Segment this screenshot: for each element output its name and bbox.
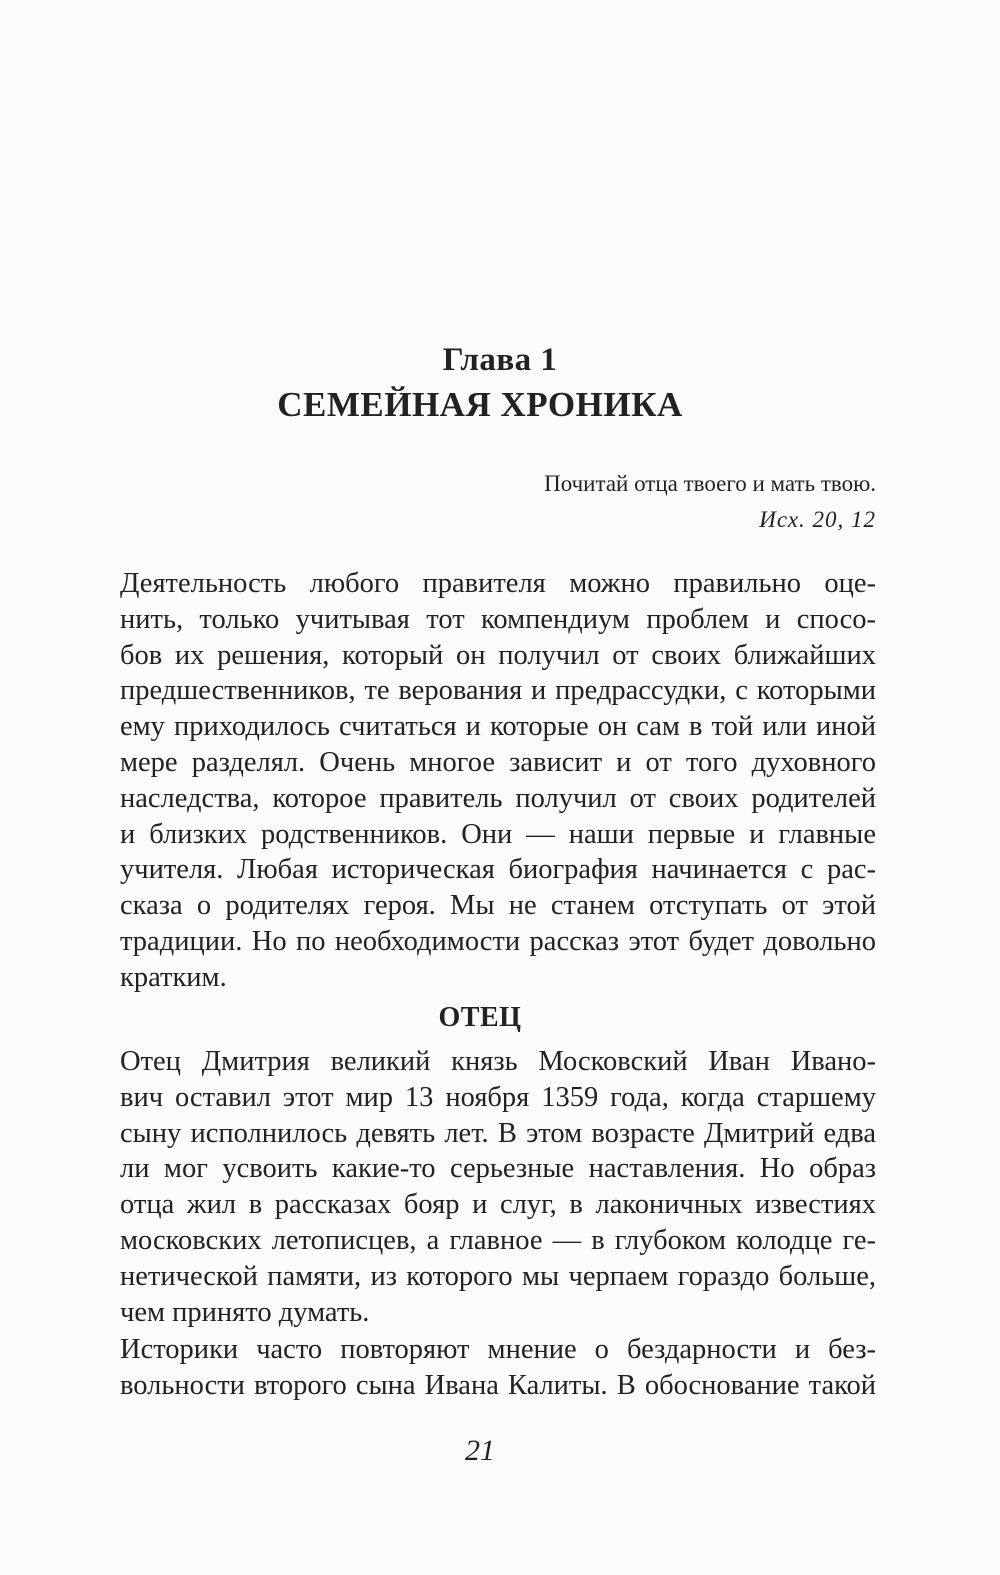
text-line: бов их решения, который он получил от своих ближайших xyxy=(120,639,876,671)
section-paragraph-2 xyxy=(120,1332,876,1404)
text-line: вич оставил этот мир 13 ноября 1359 года, когда старшему xyxy=(120,1081,876,1113)
text-line: учителя. Любая историческая биография начинается с рас- xyxy=(120,854,876,886)
text-line: нить, только учитывая тот компендиум проблем и спосо- xyxy=(120,603,876,635)
text-line: московских летописцев, а главное — в глубоком колодце ге- xyxy=(120,1224,876,1256)
section-heading: ОТЕЦ xyxy=(438,1002,522,1033)
text-line: ему приходилось считаться и которые он сам в той или иной xyxy=(120,711,876,743)
text-line: предшественников, те верования и предрассудки, с которыми xyxy=(120,675,876,707)
text-line: Историки часто повторяют мнение о бездарности и без- xyxy=(120,1334,876,1365)
text-line: Отец Дмитрия великий князь Московский Иван Ивано- xyxy=(120,1046,876,1077)
text-line: традиции. Но по необходимости рассказ этот будет довольно xyxy=(120,925,876,957)
page-number: 21 xyxy=(465,1434,495,1467)
epigraph-quote: Почитай отца твоего и мать твою. xyxy=(544,471,876,496)
epigraph-source: Исх. 20, 12 xyxy=(759,507,876,532)
text-line: сыну исполнилось девять лет. В этом возрасте Дмитрий едва xyxy=(120,1117,876,1149)
text-line: мере разделял. Очень многое зависит и от того духовного xyxy=(120,746,876,778)
text-line: сказа о родителях героя. Мы не станем отступать от этой xyxy=(120,890,876,922)
text-line: чем принято думать. xyxy=(120,1296,370,1328)
chapter-title: СЕМЕЙНАЯ ХРОНИКА xyxy=(277,385,683,424)
epigraph xyxy=(544,466,876,538)
section-paragraph-1 xyxy=(120,1044,876,1330)
text-line: отца жил в рассказах бояр и слуг, в лаконичных известиях xyxy=(120,1189,876,1221)
text-line: вольности второго сына Ивана Калиты. В обоснование такой xyxy=(120,1369,876,1401)
intro-paragraph xyxy=(120,566,876,996)
text-line: наследства, которое правитель получил от своих родителей xyxy=(120,782,876,814)
text-line: Деятельность любого правителя можно правильно оце- xyxy=(120,568,876,599)
text-line: нетической памяти, из которого мы черпаем гораздо больше, xyxy=(120,1260,876,1292)
text-line: ли мог усвоить какие-то серьезные наставления. Но образ xyxy=(120,1153,876,1185)
chapter-number: Глава 1 xyxy=(442,342,558,378)
text-line: кратким. xyxy=(120,961,227,993)
text-line: и близких родственников. Они — наши первые и главные xyxy=(120,818,876,850)
